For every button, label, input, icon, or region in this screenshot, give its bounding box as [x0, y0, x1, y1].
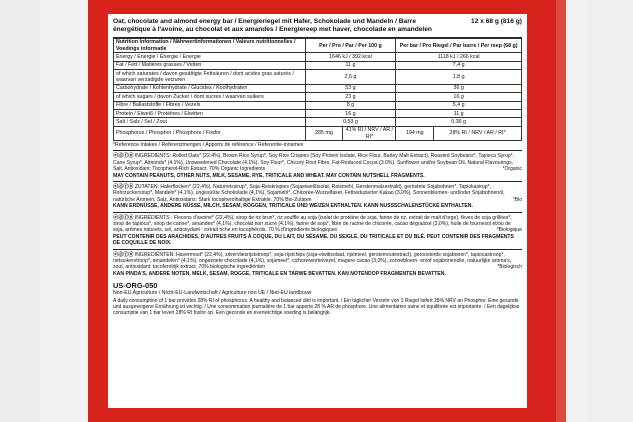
header-label: Nutrition Information / Nährwertinformationen / Valeurs nutritionnelles / Voedings informatie	[114, 38, 306, 53]
phosphorus-ri-bar: 28% RI / NRV / AR / RI*	[434, 126, 522, 141]
row-value-bar: 1118 kJ / 266 kcal	[396, 53, 522, 61]
allergen-warning: PEUT CONTENIR DES ARACHIDES, D'AUTRES FRUITS À COQUE, DU LAIT, DU SÉSAME, DU SEIGLE, DU TRITICALE ET DU BLÉ. PEUT CONTENIR DES FRAGMENTS DE COQUILLE DE NOIX.	[113, 233, 514, 247]
row-value-100g: 2,6 g	[305, 70, 396, 85]
table-row	[114, 109, 522, 117]
table-row	[114, 101, 522, 109]
row-value-bar: 1,8 g	[396, 70, 522, 85]
ingredients-german	[113, 182, 522, 213]
table-row	[114, 84, 522, 92]
package-edge	[556, 0, 566, 422]
table-row	[114, 118, 522, 126]
row-label: Protein / Eiweiß / Protéines / Eiwitten	[114, 109, 306, 117]
nutrition-label	[108, 14, 527, 408]
organic-note: *Biologisch	[497, 264, 522, 271]
row-value-100g: 53 g	[305, 84, 396, 92]
language-flags-icon: ⓔⓓⓕⓝ	[113, 183, 134, 190]
reference-intakes-note: *Reference Intakes / Referenzmengen / Apports de référence / Referentie-innames	[113, 141, 522, 151]
product-header	[113, 18, 522, 38]
row-label: Fat / Fett / Matières grasses / Vetten	[114, 61, 306, 69]
row-value-100g: 16 g	[305, 109, 396, 117]
header-per-100g: Per / Pro / Par / Per 100 g	[305, 38, 396, 53]
ingredients-dutch	[113, 250, 522, 280]
row-label: of which saturates / davon gesättigte Fettsäuren / dont acides gras saturés / waarvan verzadigde vetzuren	[114, 70, 306, 85]
row-value-bar: 0,36 g	[396, 118, 522, 126]
organic-certification-code: US-ORG-050	[113, 281, 158, 291]
organic-note: *Organic	[502, 166, 522, 173]
organic-note: *Biologique	[496, 227, 522, 234]
row-value-bar: 36 g	[396, 84, 522, 92]
allergen-warning: KANN ERDNÜSSE, ANDERE NÜSSE, MILCH, SESAM, ROGGEN, TRITICALE UND WEIZEN ENTHALTEN. KANN NUSSSCHALENSTÜCKE ENTHALTEN.	[113, 203, 473, 210]
phosphorus-value-bar: 194 mg	[396, 126, 434, 141]
allergen-warning: KAN PINDA'S, ANDERE NOTEN, MELK, SESAM, ROGGE, TRITICALE EN TARWE BEVATTEN. KAN NOTENDOP FRAGMENTEN BEVATTEN.	[113, 270, 446, 277]
language-flags-icon: ⓔⓓⓕⓝ	[113, 251, 134, 258]
row-label: Phosphorus / Phosphor / Phosphore / Fosfor	[114, 126, 306, 141]
table-row	[114, 53, 522, 61]
allergen-warning: MAY CONTAIN PEANUTS, OTHER NUTS, MILK, SESAME, RYE, TRITICALE AND WHEAT. MAY CONTAIN NUTSHELL FRAGMENTS.	[113, 172, 425, 179]
table-row	[114, 61, 522, 69]
row-label: Energy / Energie / Énergie / Energie	[114, 53, 306, 61]
phosphorus-value-100g: 285 mg	[305, 126, 343, 141]
row-value-bar: 5,4 g	[396, 101, 522, 109]
phosphorus-ri-100g: 41% RI / NRV / AR / RI*	[343, 126, 396, 141]
header-per-bar: Per bar / Pro Riegel / Par barre / Per reep (68 g)	[396, 38, 522, 53]
row-label: of which sugars / davon Zucker / dont sucres / waarvan suikers	[114, 93, 306, 101]
row-value-100g: 1646 kJ / 392 kcal	[305, 53, 396, 61]
ingredients-french	[113, 213, 522, 250]
row-label: Carbohydrate / Kohlenhydrate / Glucides / Koolhydraten	[114, 84, 306, 92]
table-row	[114, 93, 522, 101]
nutrition-table	[113, 38, 522, 142]
language-flags-icon: ⓔⓓⓕⓝ	[113, 214, 134, 221]
table-header-row	[114, 38, 522, 53]
ingredients-text: INGRÉDIENTS : Flocons d'avoine* (22,4%), sirop de riz brun*, riz soufflé au soja (isolat de protéine de soja, farine de riz, extrait de malt d'orge), fèves de soja grillées*, sirop de tapioca*, sirop de canne*, amandes* (4,1%), chocolat non sucré (4,1%), farine de soja*, fibre de racine de chicorée, cacao dégraissé (3,0%), huile de tournesol et/ou de soja, arômes naturels, sel, antioxydant : extrait riche en tocophérols. 70 % d'ingrédients biologiques	[113, 214, 512, 234]
ingredients-text: INGREDIËNTEN: Havermout* (22,4%), zilvervliesrijststroop*, soja-rijstchips (soja-eiwitisolaat, rijstmeel, gerstemoutextract), geroosterde sojabonen*, tapiocastroop*, rietsuikerstroop*, amandelen* (4,1%), ongezoete chocolade (4,1%), sojameel*, cichoreiwortelvezel, magere cacao (3,0%), zonnebloem- en/of sojabonenolie, natuurlijke aroma's, zout, antioxidant: tocoferolrijk extract. 70% biologische ingrediënten	[113, 251, 512, 271]
row-label: Fibre / Ballaststoffe / Fibres / Vezels	[114, 101, 306, 109]
phosphorus-footnote: A daily consumption of 1 bar provides 28% RI of phosphorus. A healthy and balanced diet is important. / Ein täglicher Verzehr von 1 Riegel liefert 28% NRV an Phosphor. Eine gesunde und ausgewogene Ernährung ist wichtig. / Une consommation journalière de 1 bar apporte 28 % AR de phosphore. Une alimentation saine et équilibrée est importante. / Een dagelijkse consumptie van 1 bar levert 28% RI fosfor op. Een gezonde en evenwichtige voeding is belangrijk.	[113, 297, 520, 317]
row-value-bar: 7,4 g	[396, 61, 522, 69]
net-weight: 12 x 68 g (816 g)	[471, 18, 522, 25]
language-flags-icon: ⓔⓓⓕⓝ	[113, 153, 134, 160]
organic-note: *Bio	[512, 196, 522, 203]
ingredients-text: ZUTATEN: Haferflocken* (22,4%), Naturreissirup*, Soja-Reiskrispies (Sojaeiweißisolat, Reismehl, Gerstenmalzextrakt), geröstete Sojabohnen*, Tapiokasirup*, Rohrzuckersirup*, Mandeln* (4,1%), ungesüßte Schokolade (4,1%), Sojamehl*, Chicorée-Wurzelfaser, Fettreduzierter Kakao (3,0%), Sonnenblumen- und/oder Sojabohnenöl, natürliche Aromen, Salz, Antioxidans: Stark tocopherolhaltige Extrakte. 70% Bio-Zutaten	[113, 183, 505, 203]
background-left	[0, 0, 40, 422]
row-value-100g: 0,53 g	[305, 118, 396, 126]
row-value-100g: 23 g	[305, 93, 396, 101]
row-label: Salt / Salz / Sel / Zout	[114, 118, 306, 126]
ingredients-text: INGREDIENTS: Rolled Oats* (22.4%), Brown Rice Syrup*, Soy Rice Crispies (Soy Protein Isolate, Rice Flour, Barley Malt Extract), Roasted Soybeans*, Tapioca Syrup*, Cane Syrup*, Almonds* (4.1%), Unsweetened Chocolate (4.1%), Soy Flour*, Chicory Root Fibre, Fat-Reduced Cocoa (3.0%), Sunflower and/or Soybean Oil, Natural Flavourings, Salt, Antioxidant: Tocopherol-Rich Extract. 70% Organic Ingredients	[113, 153, 515, 173]
row-value-100g: 11 g	[305, 61, 396, 69]
row-value-100g: 8 g	[305, 101, 396, 109]
product-title: Oat, chocolate and almond energy bar / Energieriegel mit Hafer, Schokolade und Mandeln / Barre énergétique à l'avoine, au chocolat et aux amandes / Energiereep met haver, chocolade en amandelen	[113, 18, 432, 34]
background-right	[588, 0, 633, 422]
row-value-bar: 16 g	[396, 93, 522, 101]
ingredients-english	[113, 151, 522, 182]
agriculture-origin: Non-EU Agriculture / Nicht-EU-Landwirtschaft / Agriculture non UE / Niet-EU landbouw	[113, 290, 312, 297]
row-value-bar: 11 g	[396, 109, 522, 117]
table-row	[114, 70, 522, 85]
phosphorus-row	[114, 126, 522, 141]
